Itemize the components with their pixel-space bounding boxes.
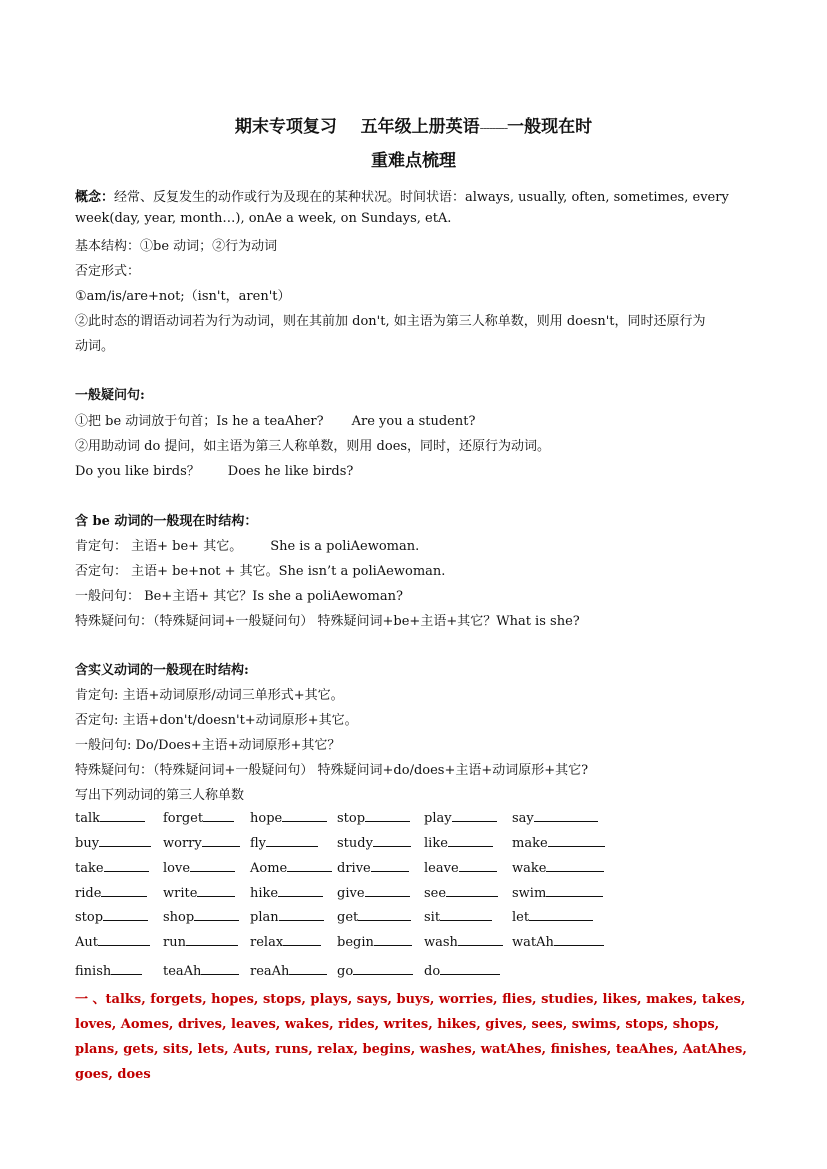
word-cell bbox=[163, 809, 234, 826]
word-cell bbox=[337, 933, 412, 950]
word-label: like bbox=[424, 836, 448, 851]
word-cell bbox=[250, 933, 321, 950]
word-label: begin bbox=[337, 935, 374, 950]
word-label: run bbox=[163, 935, 186, 950]
word-cell bbox=[75, 834, 151, 851]
answer-blank[interactable] bbox=[452, 809, 497, 822]
answer-blank[interactable] bbox=[283, 933, 321, 946]
exercise-instruction: 写出下列动词的第三人称单数 bbox=[75, 788, 245, 803]
negative-label: 否定形式： bbox=[75, 264, 141, 279]
word-cell bbox=[337, 962, 413, 979]
word-cell bbox=[512, 908, 593, 925]
word-label: see bbox=[424, 886, 447, 901]
word-label: swim bbox=[512, 886, 547, 901]
word-label: do bbox=[424, 964, 441, 979]
answer-blank[interactable] bbox=[103, 908, 148, 921]
verb-affirm: 肯定句: 主语+动词原形/动词三单形式+其它。 bbox=[75, 688, 344, 703]
word-cell bbox=[75, 908, 148, 925]
word-label: fly bbox=[250, 836, 267, 851]
word-label: wake bbox=[512, 861, 547, 876]
answer-blank[interactable] bbox=[358, 908, 410, 921]
answer-blank[interactable] bbox=[201, 962, 239, 975]
word-cell bbox=[424, 933, 503, 950]
word-cell bbox=[512, 834, 605, 851]
word-cell bbox=[75, 809, 145, 826]
word-label: get bbox=[337, 910, 359, 925]
word-label: shop bbox=[163, 910, 195, 925]
word-label: worry bbox=[163, 836, 202, 851]
concept-text-1: 经常、反复发生的动作或行为及现在的某种状况。时间状语：always, usually, often, sometimes, every bbox=[114, 190, 729, 205]
verb-special: 特殊疑问句：（特殊疑问词+一般疑问句） 特殊疑问词+do/does+主语+动词原形+其它? bbox=[75, 763, 589, 778]
question-example-2: Does he like birds? bbox=[227, 464, 354, 479]
answer-blank[interactable] bbox=[99, 834, 151, 847]
answer-blank[interactable] bbox=[190, 859, 235, 872]
word-label: Aut bbox=[75, 935, 98, 950]
answer-blank[interactable] bbox=[459, 859, 497, 872]
word-label: love bbox=[163, 861, 191, 876]
answer-blank[interactable] bbox=[353, 962, 413, 975]
be-affirm bbox=[75, 535, 419, 554]
question-item-1 bbox=[75, 410, 475, 429]
answer-blank[interactable] bbox=[440, 962, 500, 975]
negative-item-2b: 动词。 bbox=[75, 339, 115, 354]
answer-blank[interactable] bbox=[202, 834, 240, 847]
word-cell bbox=[424, 908, 492, 925]
word-cell bbox=[512, 859, 604, 876]
answer-blank[interactable] bbox=[197, 884, 235, 897]
word-label: make bbox=[512, 836, 548, 851]
answer-blank[interactable] bbox=[279, 908, 324, 921]
answer-blank[interactable] bbox=[548, 834, 605, 847]
word-cell bbox=[337, 809, 410, 826]
word-cell bbox=[75, 962, 142, 979]
word-label: stop bbox=[337, 811, 366, 826]
answer-blank[interactable] bbox=[546, 859, 603, 872]
question-examples bbox=[75, 460, 353, 479]
word-cell bbox=[250, 834, 318, 851]
answer-blank[interactable] bbox=[534, 809, 598, 822]
answer-blank[interactable] bbox=[440, 908, 492, 921]
page-subtitle: 重难点梳理 bbox=[371, 151, 456, 171]
word-label: sit bbox=[424, 910, 441, 925]
answer-blank[interactable] bbox=[203, 809, 234, 822]
word-cell bbox=[337, 859, 409, 876]
be-special: 特殊疑问句：（特殊疑问词+一般疑问句） 特殊疑问词+be+主语+其它？What is she? bbox=[75, 614, 580, 629]
be-affirm-rule: 肯定句： 主语+ be+ 其它。 bbox=[75, 539, 243, 554]
answer-blank[interactable] bbox=[446, 884, 498, 897]
word-label: relax bbox=[250, 935, 284, 950]
question-item-1a: ①把 be 动词放于句首；Is he a teaAher? bbox=[75, 414, 324, 429]
word-label: buy bbox=[75, 836, 100, 851]
word-label: Aome bbox=[250, 861, 288, 876]
word-label: hope bbox=[250, 811, 283, 826]
word-cell bbox=[337, 834, 411, 851]
word-cell bbox=[163, 962, 239, 979]
answer-blank[interactable] bbox=[373, 834, 411, 847]
word-cell bbox=[163, 933, 238, 950]
word-cell bbox=[75, 884, 147, 901]
be-general: 一般问句： Be+主语+ 其它？Is she a poliAewoman? bbox=[75, 589, 403, 604]
title-rule: --------- bbox=[479, 121, 508, 135]
concept-line-1 bbox=[75, 186, 729, 205]
title-part1: 期末专项复习 bbox=[234, 117, 337, 137]
concept-label: 概念： bbox=[75, 190, 115, 205]
answer-blank[interactable] bbox=[98, 933, 150, 946]
word-cell bbox=[512, 809, 598, 826]
word-label: drive bbox=[337, 861, 371, 876]
question-example-1: Do you like birds？ bbox=[75, 464, 200, 479]
word-label: play bbox=[424, 811, 452, 826]
answer-blank[interactable] bbox=[194, 908, 239, 921]
question-item-2: ②用助动词 do 提问，如主语为第三人称单数，则用 does，同时，还原行为动词。 bbox=[75, 439, 551, 454]
negative-item-2a: ②此时态的谓语动词若为行为动词，则在其前加 don't, 如主语为第三人称单数，则用 doesn't，同时还原行为 bbox=[75, 314, 706, 329]
word-cell bbox=[250, 908, 324, 925]
word-cell bbox=[163, 834, 240, 851]
word-label: give bbox=[337, 886, 365, 901]
word-label: study bbox=[337, 836, 373, 851]
answer-blank[interactable] bbox=[104, 859, 149, 872]
word-cell bbox=[424, 962, 500, 979]
word-label: ride bbox=[75, 886, 102, 901]
word-cell bbox=[337, 884, 410, 901]
answer-blank[interactable] bbox=[554, 933, 604, 946]
word-label: stop bbox=[75, 910, 104, 925]
verb-negative: 否定句: 主语+don't/doesn't+动词原形+其它。 bbox=[75, 713, 358, 728]
answer-blank[interactable] bbox=[546, 884, 603, 897]
be-negative: 否定句： 主语+ be+not + 其它。She isn’t a poliAewoman. bbox=[75, 564, 446, 579]
answer-blank[interactable] bbox=[266, 834, 318, 847]
answer-blank[interactable] bbox=[365, 884, 410, 897]
word-label: reaAh bbox=[250, 964, 290, 979]
answer-blank[interactable] bbox=[365, 809, 410, 822]
answer-blank[interactable] bbox=[448, 834, 493, 847]
word-label: hike bbox=[250, 886, 279, 901]
answer-blank[interactable] bbox=[287, 859, 332, 872]
concept-line-2: week(day, year, month…), onAe a week, on Sundays, etA. bbox=[75, 211, 452, 226]
word-cell bbox=[424, 834, 493, 851]
word-label: write bbox=[163, 886, 198, 901]
answer-blank[interactable] bbox=[371, 859, 409, 872]
negative-item-1: ①am/is/are+not;（isn't，aren't） bbox=[75, 289, 291, 304]
page-title bbox=[0, 112, 827, 137]
word-cell bbox=[424, 809, 497, 826]
word-cell bbox=[163, 884, 235, 901]
word-cell bbox=[512, 884, 603, 901]
basic-structure: 基本结构：①be 动词；②行为动词 bbox=[75, 239, 278, 254]
word-cell bbox=[512, 933, 604, 950]
word-cell bbox=[75, 933, 150, 950]
answer-blank[interactable] bbox=[529, 908, 593, 921]
answer-blank[interactable] bbox=[100, 809, 145, 822]
word-label: watAh bbox=[512, 935, 554, 950]
answer-blank[interactable] bbox=[282, 809, 327, 822]
word-label: take bbox=[75, 861, 104, 876]
word-label: wash bbox=[424, 935, 458, 950]
word-label: say bbox=[512, 811, 534, 826]
word-label: let bbox=[512, 910, 530, 925]
verb-heading: 含实义动词的一般现在时结构: bbox=[75, 663, 249, 678]
answer-blank[interactable] bbox=[278, 884, 323, 897]
title-part2: 五年级上册英语 bbox=[360, 117, 480, 137]
word-cell bbox=[250, 884, 323, 901]
answer-key: 一 、talks, forgets, hopes, stops, plays, says, buys, worries, flies, studies, likes, makes, takes, loves, Aomes, drives, leaves, wakes, rides, writes, hikes, gives, sees, swims, stops, shops, plans, gets, sits, lets, Auts, runs, relax, begins, washes, watAhes, finishes, teaAhes, AatAhes, goes, does bbox=[75, 992, 747, 1082]
answer-blank[interactable] bbox=[458, 933, 503, 946]
title-part3: 一般现在时 bbox=[507, 117, 593, 137]
word-label: talk bbox=[75, 811, 101, 826]
word-cell bbox=[337, 908, 411, 925]
word-cell bbox=[250, 859, 332, 876]
word-label: plan bbox=[250, 910, 279, 925]
question-heading: 一般疑问句: bbox=[75, 388, 145, 403]
answer-blank[interactable] bbox=[289, 962, 327, 975]
word-label: leave bbox=[424, 861, 459, 876]
verb-general: 一般问句: Do/Does+主语+动词原形+其它？ bbox=[75, 738, 341, 753]
word-label: finish bbox=[75, 964, 112, 979]
word-cell bbox=[424, 884, 498, 901]
word-cell bbox=[250, 962, 327, 979]
word-label: teaAh bbox=[163, 964, 202, 979]
word-cell bbox=[75, 859, 149, 876]
answer-blank[interactable] bbox=[186, 933, 238, 946]
word-cell bbox=[424, 859, 497, 876]
word-cell bbox=[250, 809, 327, 826]
answer-blank[interactable] bbox=[101, 884, 146, 897]
answer-blank[interactable] bbox=[111, 962, 142, 975]
word-cell bbox=[163, 859, 235, 876]
answer-blank[interactable] bbox=[374, 933, 412, 946]
be-heading: 含 be 动词的一般现在时结构： bbox=[75, 514, 258, 529]
question-item-1b: Are you a student? bbox=[351, 414, 476, 429]
word-cell bbox=[163, 908, 239, 925]
word-label: go bbox=[337, 964, 354, 979]
word-label: forget bbox=[163, 811, 204, 826]
be-affirm-example: She is a poliAewoman. bbox=[270, 539, 420, 554]
